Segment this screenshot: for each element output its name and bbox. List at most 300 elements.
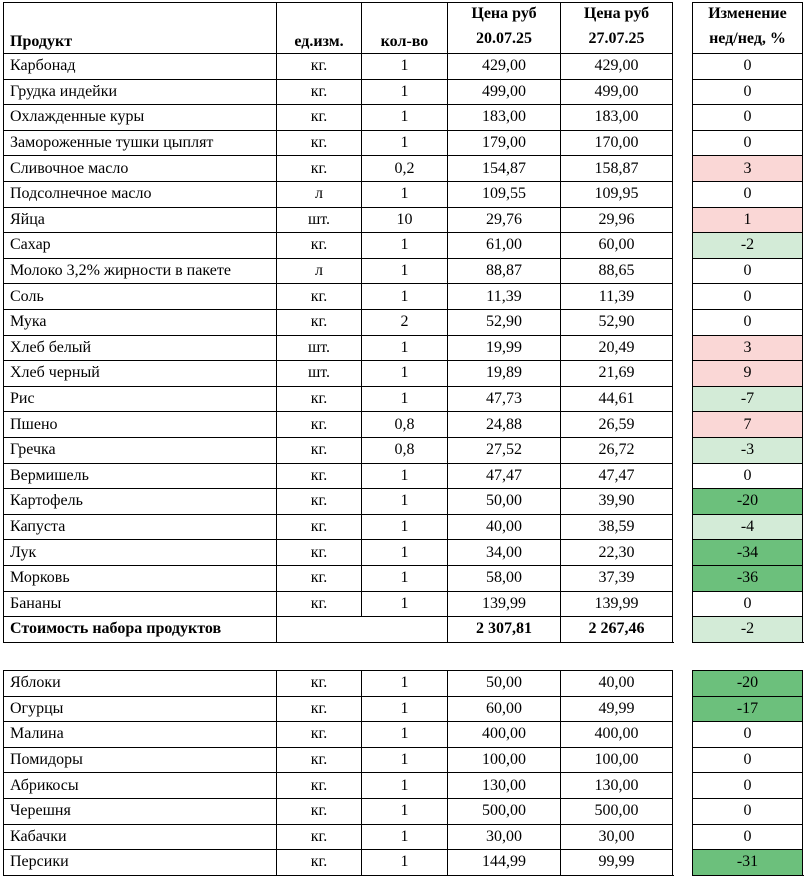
- row-qty: [361, 258, 447, 284]
- row-name-value: Картофель: [10, 492, 83, 510]
- row-name-value: Малина: [10, 725, 64, 743]
- total-chg: [692, 616, 803, 642]
- row-p1-value: 61,00: [486, 236, 522, 254]
- row-unit: [276, 798, 361, 824]
- row-chg-value: -2: [740, 236, 755, 254]
- row-name: [3, 79, 276, 105]
- row-chg-value: -7: [740, 390, 755, 408]
- row-p2-value: 183,00: [594, 108, 639, 126]
- row-chg-value: 0: [743, 57, 752, 75]
- row-qty-value: 1: [400, 751, 409, 769]
- row-p1: [447, 772, 560, 798]
- row-p2: [560, 335, 673, 361]
- row-p2: [560, 386, 673, 412]
- row-name-value: Гречка: [10, 441, 56, 459]
- row-border: [692, 642, 804, 643]
- row-name-value: Хлеб белый: [10, 338, 92, 356]
- row-qty: [361, 798, 447, 824]
- row-qty: [361, 309, 447, 335]
- row-p1-value: 130,00: [482, 776, 526, 794]
- row-name: [3, 565, 276, 591]
- row-unit-value: шт.: [307, 210, 331, 228]
- total-p2-value: 2 267,46: [588, 620, 645, 638]
- row-p2: [560, 283, 673, 309]
- row-p2-value: 29,96: [598, 210, 635, 228]
- row-p2: [560, 591, 673, 617]
- row-qty-value: 1: [400, 853, 409, 871]
- total-chg-value: -2: [740, 620, 755, 638]
- row-qty-value: 1: [400, 236, 409, 254]
- row-qty: [361, 772, 447, 798]
- row-name-value: Подсолнечное масло: [10, 185, 152, 203]
- row-p1-value: 154,87: [482, 159, 526, 177]
- row-name: [3, 798, 276, 824]
- row-p1: [447, 591, 560, 617]
- row-name: [3, 386, 276, 412]
- row-p2: [560, 258, 673, 284]
- row-qty-value: 1: [400, 364, 409, 382]
- row-p2-value: 429,00: [594, 57, 639, 75]
- row-name-value: Замороженные тушки цыплят: [10, 134, 214, 152]
- row-p1-value: 19,99: [486, 338, 522, 356]
- row-qty: [361, 53, 447, 79]
- row-border: [276, 642, 361, 643]
- row-chg-value: 0: [743, 802, 752, 820]
- header-change-line2: нед/нед, %: [709, 30, 786, 47]
- total-name: [3, 616, 276, 642]
- row-qty: [361, 155, 447, 181]
- row-unit: [276, 670, 361, 696]
- row-name-value: Лук: [10, 543, 37, 561]
- row-qty: [361, 207, 447, 233]
- row-unit-value: шт.: [307, 364, 331, 382]
- row-chg-value: 0: [743, 827, 752, 845]
- row-unit: [276, 849, 361, 875]
- row-p2: [560, 411, 673, 437]
- row-unit: [276, 181, 361, 207]
- row-chg: [692, 849, 803, 875]
- row-p1-value: 30,00: [486, 827, 522, 845]
- row-unit-value: кг.: [310, 776, 328, 794]
- row-unit-value: кг.: [310, 82, 328, 100]
- row-qty-value: 1: [400, 134, 409, 152]
- total-p1-value: 2 307,81: [476, 620, 532, 638]
- row-qty-value: 1: [400, 594, 409, 612]
- row-p1: [447, 258, 560, 284]
- row-name: [3, 539, 276, 565]
- row-name-value: Пшено: [10, 415, 58, 433]
- row-chg-value: 0: [743, 134, 752, 152]
- row-p1-value: 179,00: [482, 134, 526, 152]
- row-chg: [692, 130, 803, 156]
- header-unit-label: ед.изм.: [294, 33, 344, 50]
- row-p1: [447, 849, 560, 875]
- row-p2: [560, 104, 673, 130]
- row-qty-value: 1: [400, 699, 409, 717]
- row-p1-value: 500,00: [482, 802, 526, 820]
- row-p2-value: 139,99: [594, 594, 639, 612]
- row-p1: [447, 798, 560, 824]
- row-p1: [447, 181, 560, 207]
- row-p1-value: 50,00: [486, 674, 522, 692]
- row-p1-value: 40,00: [486, 518, 522, 536]
- row-p2: [560, 130, 673, 156]
- row-p1: [447, 309, 560, 335]
- row-unit-value: кг.: [310, 313, 328, 331]
- row-p2-value: 37,39: [598, 569, 635, 587]
- row-qty-value: 10: [396, 210, 413, 228]
- row-p2-value: 400,00: [594, 725, 639, 743]
- row-qty: [361, 463, 447, 489]
- total-name-value: Стоимость набора продуктов: [10, 620, 222, 638]
- row-chg: [692, 258, 803, 284]
- row-chg: [692, 696, 803, 722]
- row-unit-value: кг.: [310, 134, 328, 152]
- row-border: [361, 642, 447, 643]
- row-chg: [692, 824, 803, 850]
- row-p2-value: 21,69: [598, 364, 635, 382]
- row-p2: [560, 772, 673, 798]
- row-unit: [276, 53, 361, 79]
- row-name: [3, 130, 276, 156]
- row-unit: [276, 565, 361, 591]
- row-qty-value: 2: [400, 313, 409, 331]
- row-name: [3, 181, 276, 207]
- row-chg-value: 3: [743, 338, 752, 356]
- row-qty-value: 1: [400, 390, 409, 408]
- row-qty: [361, 283, 447, 309]
- row-qty-value: 1: [400, 108, 409, 126]
- row-qty: [361, 824, 447, 850]
- row-name-value: Яблоки: [10, 674, 61, 692]
- row-name-value: Охлажденные куры: [10, 108, 145, 126]
- row-p1: [447, 232, 560, 258]
- row-p1: [447, 386, 560, 412]
- row-name-value: Кабачки: [10, 827, 67, 845]
- header-product-label: Продукт: [10, 33, 73, 50]
- row-p1-value: 499,00: [482, 82, 526, 100]
- row-chg: [692, 232, 803, 258]
- row-unit-value: кг.: [310, 390, 328, 408]
- row-qty: [361, 360, 447, 386]
- row-qty: [361, 104, 447, 130]
- row-name: [3, 360, 276, 386]
- row-unit-value: шт.: [307, 338, 331, 356]
- row-p1-value: 47,73: [486, 390, 522, 408]
- row-qty: [361, 696, 447, 722]
- row-border: [560, 642, 674, 643]
- row-chg: [692, 488, 803, 514]
- row-chg-value: 0: [743, 262, 752, 280]
- row-name: [3, 772, 276, 798]
- row-name: [3, 437, 276, 463]
- row-name: [3, 670, 276, 696]
- row-name: [3, 721, 276, 747]
- row-unit: [276, 232, 361, 258]
- row-p2-value: 170,00: [594, 134, 639, 152]
- row-chg: [692, 772, 803, 798]
- row-p1: [447, 130, 560, 156]
- row-unit-value: кг.: [310, 466, 328, 484]
- row-unit-value: кг.: [310, 108, 328, 126]
- row-qty-value: 1: [400, 492, 409, 510]
- row-chg-value: -20: [736, 492, 759, 510]
- row-chg-value: 9: [743, 364, 752, 382]
- row-qty-value: 1: [400, 287, 409, 305]
- row-name-value: Морковь: [10, 569, 70, 587]
- row-p1: [447, 207, 560, 233]
- row-p1-value: 88,87: [486, 262, 522, 280]
- row-p1: [447, 463, 560, 489]
- row-p1: [447, 721, 560, 747]
- row-qty: [361, 437, 447, 463]
- row-chg: [692, 437, 803, 463]
- header-price-2-line2: 27.07.25: [588, 30, 645, 47]
- row-unit-value: кг.: [310, 287, 328, 305]
- row-name: [3, 514, 276, 540]
- row-chg: [692, 155, 803, 181]
- row-p1-value: 11,39: [486, 287, 522, 305]
- header-change: [692, 2, 803, 53]
- row-unit: [276, 437, 361, 463]
- row-p2: [560, 670, 673, 696]
- row-name-value: Капуста: [10, 518, 66, 536]
- row-qty: [361, 514, 447, 540]
- header-price-1-line1: Цена руб: [471, 5, 537, 22]
- row-unit: [276, 386, 361, 412]
- row-name-value: Черешня: [10, 802, 71, 820]
- row-unit-value: кг.: [310, 236, 328, 254]
- row-qty-value: 1: [400, 338, 409, 356]
- row-p2-value: 26,59: [598, 415, 635, 433]
- row-qty-value: 1: [400, 543, 409, 561]
- row-unit-value: кг.: [310, 492, 328, 510]
- row-chg-value: -20: [736, 674, 759, 692]
- row-qty: [361, 591, 447, 617]
- row-p1: [447, 539, 560, 565]
- row-chg-value: 0: [743, 751, 752, 769]
- row-unit: [276, 696, 361, 722]
- row-qty: [361, 488, 447, 514]
- row-qty: [361, 130, 447, 156]
- row-p1-value: 29,76: [486, 210, 522, 228]
- row-p2-value: 88,65: [598, 262, 635, 280]
- row-name: [3, 696, 276, 722]
- row-chg-value: 0: [743, 466, 752, 484]
- row-qty-value: 1: [400, 57, 409, 75]
- row-chg-value: -31: [736, 853, 759, 871]
- row-p2: [560, 721, 673, 747]
- row-qty-value: 1: [400, 518, 409, 536]
- row-qty: [361, 565, 447, 591]
- row-unit: [276, 155, 361, 181]
- row-p1: [447, 514, 560, 540]
- row-qty-value: 0,8: [394, 441, 415, 459]
- row-chg: [692, 463, 803, 489]
- row-p1-value: 27,52: [486, 441, 522, 459]
- row-name: [3, 53, 276, 79]
- header-price-2-line1: Цена руб: [583, 5, 650, 22]
- row-chg-value: -17: [736, 699, 759, 717]
- row-name-value: Огурцы: [10, 699, 64, 717]
- row-p2-value: 99,99: [598, 853, 635, 871]
- row-p1: [447, 488, 560, 514]
- row-chg: [692, 309, 803, 335]
- row-unit: [276, 772, 361, 798]
- row-p2: [560, 798, 673, 824]
- header-price-1-line2: 20.07.25: [476, 30, 532, 47]
- row-chg: [692, 539, 803, 565]
- row-p2-value: 44,61: [598, 390, 635, 408]
- row-p2: [560, 207, 673, 233]
- row-p2: [560, 181, 673, 207]
- row-qty-value: 1: [400, 674, 409, 692]
- row-p2-value: 20,49: [598, 338, 635, 356]
- row-p2-value: 26,72: [598, 441, 635, 459]
- row-chg-value: 0: [743, 82, 752, 100]
- row-unit: [276, 258, 361, 284]
- row-unit: [276, 747, 361, 773]
- row-name: [3, 232, 276, 258]
- row-unit: [276, 463, 361, 489]
- row-chg: [692, 591, 803, 617]
- row-p1-value: 100,00: [482, 751, 526, 769]
- row-unit-value: кг.: [310, 415, 328, 433]
- row-qty: [361, 232, 447, 258]
- row-chg: [692, 53, 803, 79]
- row-p2: [560, 488, 673, 514]
- row-p2-value: 130,00: [594, 776, 639, 794]
- row-qty-value: 1: [400, 776, 409, 794]
- row-name: [3, 463, 276, 489]
- row-qty: [361, 386, 447, 412]
- row-p2: [560, 514, 673, 540]
- row-chg: [692, 514, 803, 540]
- row-chg-value: 0: [743, 594, 752, 612]
- row-name-value: Карбонад: [10, 57, 76, 75]
- row-p1-value: 19,89: [486, 364, 522, 382]
- row-chg: [692, 798, 803, 824]
- row-p1: [447, 335, 560, 361]
- row-p1-value: 429,00: [482, 57, 526, 75]
- row-unit: [276, 79, 361, 105]
- row-unit: [276, 309, 361, 335]
- row-p1: [447, 283, 560, 309]
- row-p1: [447, 411, 560, 437]
- row-p2-value: 30,00: [598, 827, 635, 845]
- row-name-value: Мука: [10, 313, 47, 331]
- row-p2: [560, 79, 673, 105]
- row-p1-value: 50,00: [486, 492, 522, 510]
- row-unit-value: кг.: [310, 802, 328, 820]
- row-qty: [361, 747, 447, 773]
- row-p2: [560, 565, 673, 591]
- row-name-value: Хлеб черный: [10, 364, 100, 382]
- row-name: [3, 591, 276, 617]
- row-qty: [361, 539, 447, 565]
- row-unit-value: кг.: [310, 725, 328, 743]
- row-p1-value: 58,00: [486, 569, 522, 587]
- row-chg: [692, 360, 803, 386]
- row-p2-value: 38,59: [598, 518, 635, 536]
- row-name: [3, 411, 276, 437]
- row-chg: [692, 565, 803, 591]
- row-p1-value: 34,00: [486, 543, 522, 561]
- row-unit-value: кг.: [310, 159, 328, 177]
- row-chg-value: 7: [743, 415, 752, 433]
- row-p2-value: 109,95: [594, 185, 639, 203]
- row-p2-value: 47,47: [598, 466, 635, 484]
- row-chg: [692, 104, 803, 130]
- row-p1-value: 109,55: [482, 185, 526, 203]
- row-unit-value: кг.: [310, 853, 328, 871]
- row-chg-value: -4: [740, 518, 755, 536]
- row-p1: [447, 565, 560, 591]
- row-unit-value: кг.: [310, 543, 328, 561]
- row-chg: [692, 335, 803, 361]
- row-unit-value: л: [315, 262, 323, 280]
- row-chg-value: 0: [743, 313, 752, 331]
- row-chg-value: 0: [743, 185, 752, 203]
- row-border: [3, 642, 276, 643]
- row-p2: [560, 155, 673, 181]
- row-chg: [692, 79, 803, 105]
- row-p1-value: 144,99: [482, 853, 526, 871]
- row-chg: [692, 181, 803, 207]
- row-p2-value: 40,00: [598, 674, 635, 692]
- row-name: [3, 824, 276, 850]
- row-name: [3, 207, 276, 233]
- row-unit: [276, 207, 361, 233]
- row-name-value: Молоко 3,2% жирности в пакете: [10, 262, 231, 280]
- row-p2: [560, 463, 673, 489]
- row-unit-value: кг.: [310, 441, 328, 459]
- row-unit: [276, 360, 361, 386]
- row-name-value: Бананы: [10, 594, 62, 612]
- row-p2: [560, 360, 673, 386]
- row-unit-value: кг.: [310, 57, 328, 75]
- total-empty-cell: [276, 616, 361, 642]
- row-p2-value: 22,30: [598, 543, 635, 561]
- row-qty-value: 1: [400, 725, 409, 743]
- header-unit: [276, 2, 361, 53]
- row-chg: [692, 721, 803, 747]
- row-p2-value: 60,00: [598, 236, 635, 254]
- row-name-value: Сливочное масло: [10, 159, 129, 177]
- row-name: [3, 283, 276, 309]
- row-name-value: Яйца: [10, 210, 45, 228]
- row-p1: [447, 79, 560, 105]
- row-qty: [361, 411, 447, 437]
- header-qty-label: кол-во: [380, 33, 429, 50]
- row-p1: [447, 437, 560, 463]
- row-p2: [560, 824, 673, 850]
- row-p2: [560, 309, 673, 335]
- row-name-value: Соль: [10, 287, 44, 305]
- row-qty: [361, 181, 447, 207]
- row-name: [3, 258, 276, 284]
- row-p1-value: 24,88: [486, 415, 522, 433]
- row-qty-value: 1: [400, 262, 409, 280]
- row-p1-value: 60,00: [486, 699, 522, 717]
- row-unit: [276, 488, 361, 514]
- row-qty-value: 1: [400, 466, 409, 484]
- row-name: [3, 155, 276, 181]
- row-name-value: Сахар: [10, 236, 51, 254]
- row-p2-value: 39,90: [598, 492, 635, 510]
- row-name: [3, 335, 276, 361]
- row-name-value: Грудка индейки: [10, 82, 118, 100]
